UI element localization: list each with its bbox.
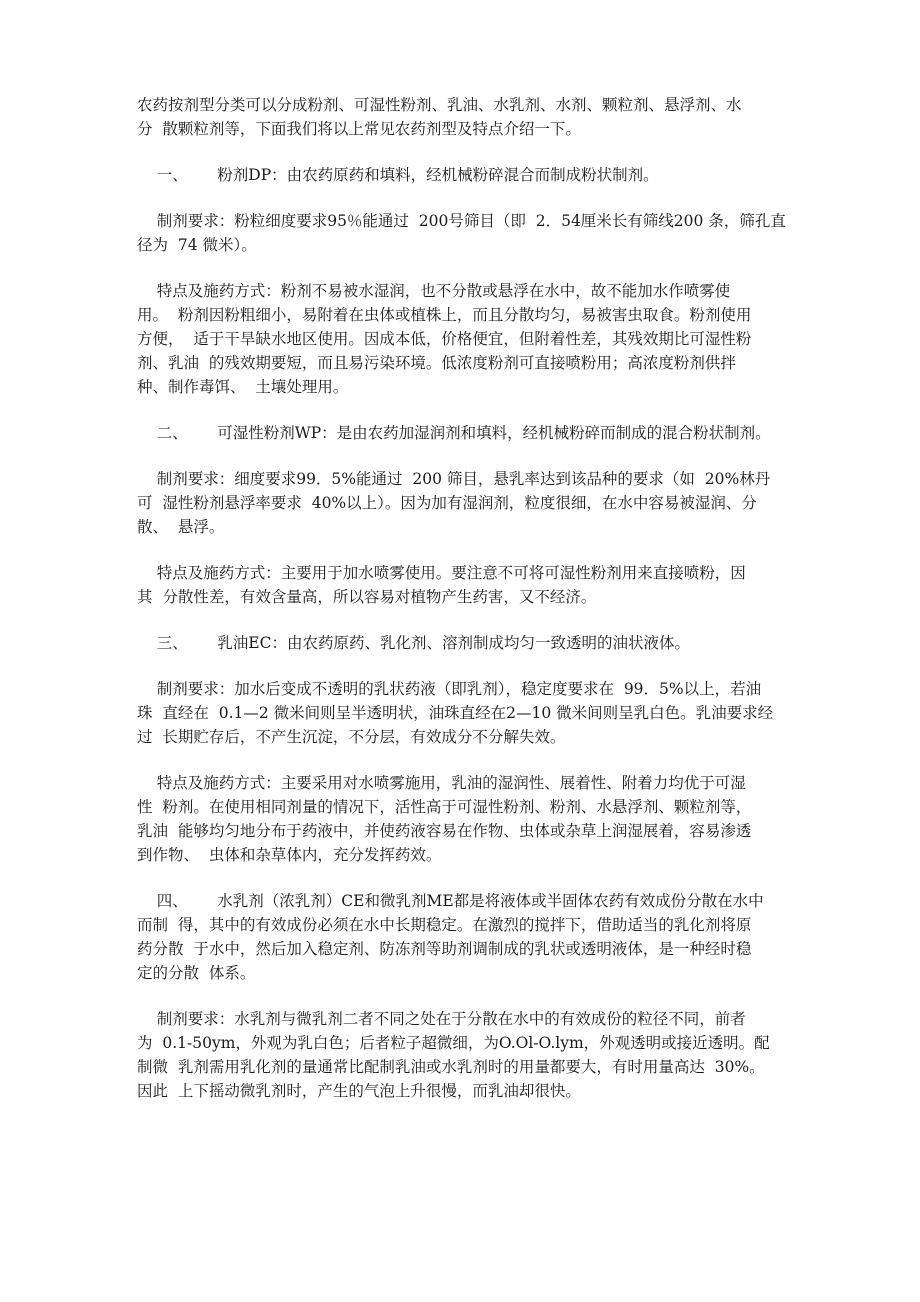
paragraph-section-4-heading: [137, 889, 797, 985]
text-line: 性 粉剂。在使用相同剂量的情况下，活性高于可湿性粉剂、粉剂、水悬浮剂、颗粒剂等，: [137, 798, 752, 816]
text-line: 剂、乳油 的残效期要短，而且易污染环境。低浓度粉剂可直接喷粉用；高浓度粉剂供拌: [137, 354, 736, 372]
text-line: 而制 得，其中的有效成份必须在水中长期稳定。在激烈的搅拌下，借助适当的乳化剂将原: [137, 916, 752, 934]
text-line: 制剂要求：粉粒细度要求95％能通过 200号筛目（即 2．54厘米长有筛线200 条，筛孔直: [137, 212, 786, 230]
paragraph-section-3-requirements: [137, 677, 797, 749]
text-line: 制剂要求：水乳剂与微乳剂二者不同之处在于分散在水中的有效成份的粒径不同，前者: [137, 1010, 746, 1028]
text-line: 制微 乳剂需用乳化剂的量通常比配制乳油或水乳剂时的用量都要大，有时用量高达 30%。: [137, 1058, 765, 1076]
paragraph-section-2-requirements: [137, 467, 797, 539]
text-line: 因此 上下摇动微乳剂时，产生的气泡上升很慢，而乳油却很快。: [137, 1082, 581, 1100]
text-line: 乳油 能够均匀地分布于药液中，并使药液容易在作物、虫体或杂草上润湿展着，容易渗透: [137, 822, 752, 840]
paragraph-section-1-heading: [137, 163, 797, 187]
paragraph-section-1-features: [137, 279, 797, 399]
paragraph-section-2-features: [137, 561, 797, 609]
paragraph-intro: [137, 93, 797, 141]
text-line: 特点及施药方式：粉剂不易被水湿润，也不分散或悬浮在水中，故不能加水作喷雾使: [137, 282, 731, 300]
text-line: 用。 粉剂因粉粗细小，易附着在虫体或植株上，而且分散均匀，易被害虫取食。粉剂使用: [137, 306, 752, 324]
text-line: 制剂要求：加水后变成不透明的乳状药液（即乳剂），稳定度要求在 99．5%以上，若油: [137, 680, 762, 698]
text-line: 过 长期贮存后，不产生沉淀，不分层，有效成分不分解失效。: [137, 728, 566, 746]
text-line: 定的分散 体系。: [137, 964, 256, 982]
text-line: 为 0.1-50ym，外观为乳白色；后者粒子超微细，为O.Ol-O.lym，外观透明或接近透明。配: [137, 1034, 770, 1052]
text-line: 到作物、 虫体和杂草体内，充分发挥药效。: [137, 846, 442, 864]
paragraph-section-3-heading: [137, 631, 797, 655]
paragraph-section-3-features: [137, 771, 797, 867]
text-line: 药分散 于水中，然后加入稳定剂、防冻剂等助剂调制成的乳状或透明液体，是一种经时稳: [137, 940, 752, 958]
text-line: 其 分散性差，有效含量高，所以容易对植物产生药害，又不经济。: [137, 588, 597, 606]
paragraph-section-2-heading: [137, 421, 797, 445]
text-line: 农药按剂型分类可以分成粉剂、可湿性粉剂、乳油、水乳剂、水剂、颗粒剂、悬浮剂、水: [137, 96, 742, 114]
text-line: 特点及施药方式：主要用于加水喷雾使用。要注意不可将可湿性粉剂用来直接喷粉，因: [137, 564, 746, 582]
text-line: 特点及施药方式：主要采用对水喷雾施用，乳油的湿润性、展着性、附着力均优于可湿: [137, 774, 746, 792]
text-line: 方便， 适于干旱缺水地区使用。因成本低，价格便宜，但附着性差，其残效期比可湿性粉: [137, 330, 752, 348]
text-line: 珠 直经在 0.1—2 微米间则呈半透明状，油珠直经在2—10 微米间则呈乳白色。乳油要求经: [137, 704, 774, 722]
text-line: 种、制作毒饵、 土壤处理用。: [137, 378, 349, 396]
document-body: [137, 93, 797, 1103]
text-line: 制剂要求：细度要求99．5%能通过 200 筛目，悬乳率达到该品种的要求（如 20%林丹: [137, 470, 771, 488]
text-line: 径为 74 微米）。: [137, 236, 257, 254]
text-line: 可 湿性粉剂悬浮率要求 40%以上）。因为加有湿润剂，粒度很细，在水中容易被湿润、分: [137, 494, 757, 512]
text-line: 散、 悬浮。: [137, 518, 225, 536]
paragraph-section-1-requirements: [137, 209, 797, 257]
text-line: 二、 可湿性粉剂WP：是由农药加湿润剂和填料，经机械粉碎而制成的混合粉状制剂。: [137, 424, 771, 442]
text-line: 分 散颗粒剂等，下面我们将以上常见农药剂型及特点介绍一下。: [137, 120, 581, 138]
text-line: 一、 粉剂DP：由农药原药和填料，经机械粉碎混合而制成粉状制剂。: [137, 166, 659, 184]
paragraph-section-4-requirements: [137, 1007, 797, 1103]
text-line: 四、 水乳剂（浓乳剂）CE和微乳剂ME都是将液体或半固体农药有效成份分散在水中: [137, 892, 764, 910]
text-line: 三、 乳油EC：由农药原药、乳化剂、溶剂制成均匀一致透明的油状液体。: [137, 634, 690, 652]
